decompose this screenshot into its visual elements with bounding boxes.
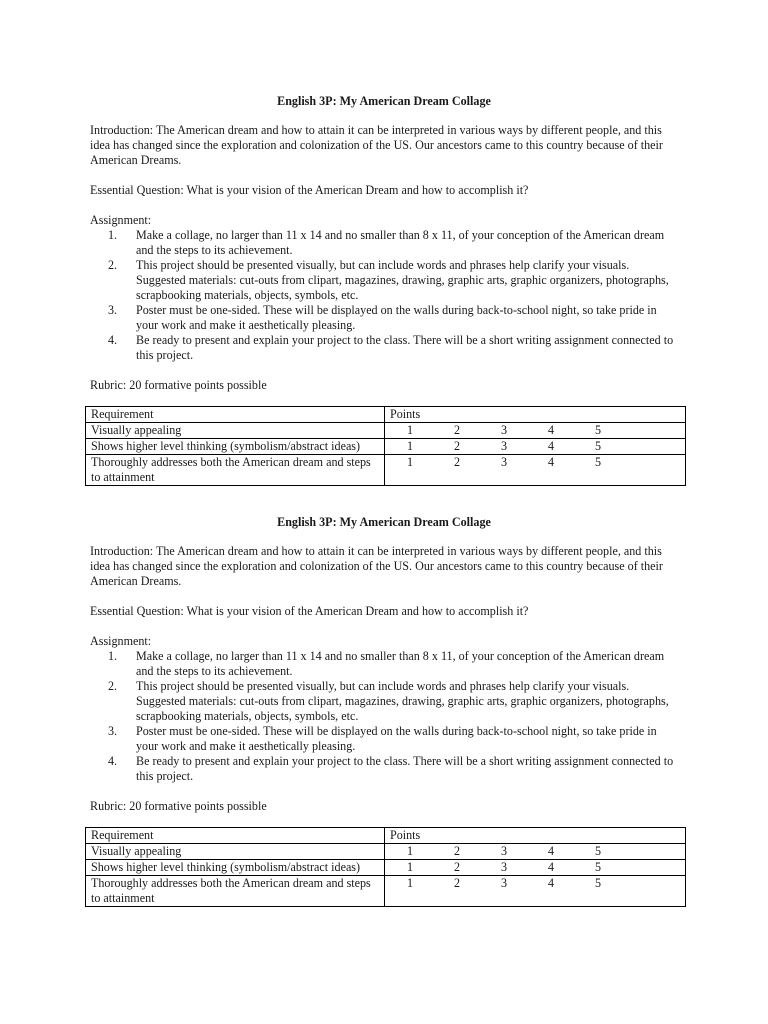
- essential-question: Essential Question: What is your vision of the American Dream and how to accomplish it?: [90, 183, 529, 197]
- step-text: This project should be presented visually, but can include words and phrases help clarify your visuals. Suggested materials: cut-outs from clipart, magazines, drawing, graphic arts, graphic organizers, photographs, scrapbooking materials, objects, symbols, etc.: [136, 258, 669, 302]
- table-row: [86, 876, 686, 907]
- point-value: 2: [454, 423, 461, 437]
- requirement-cell: Visually appealing: [86, 844, 385, 860]
- step-number: 2.: [108, 258, 118, 272]
- requirement-cell: Shows higher level thinking (symbolism/abstract ideas): [86, 860, 385, 876]
- point-value: 2: [454, 439, 461, 453]
- point-value: 4: [548, 844, 555, 858]
- point-value: 2: [454, 876, 461, 890]
- list-item: [108, 724, 680, 754]
- requirement-cell: Visually appealing: [86, 423, 385, 439]
- rubric-table: [85, 827, 686, 907]
- requirement-cell: Thoroughly addresses both the American dream and steps to attainment: [86, 876, 385, 907]
- point-value: 1: [407, 860, 414, 874]
- step-number: 3.: [108, 303, 118, 317]
- point-value: 1: [407, 844, 414, 858]
- assignment-steps-list: [108, 228, 680, 363]
- step-text: This project should be presented visually, but can include words and phrases help clarify your visuals. Suggested materials: cut-outs from clipart, magazines, drawing, graphic arts, graphic organizers, photographs, scrapbooking materials, objects, symbols, etc.: [136, 679, 669, 723]
- point-value: 1: [407, 876, 414, 890]
- table-row: [86, 844, 686, 860]
- header-requirement: Requirement: [86, 828, 385, 844]
- list-item: [108, 679, 680, 724]
- point-value: 5: [595, 439, 602, 453]
- rubric-label: Rubric: 20 formative points possible: [90, 799, 267, 813]
- step-number: 4.: [108, 754, 118, 768]
- point-value: 1: [407, 439, 414, 453]
- point-value: 2: [454, 844, 461, 858]
- requirement-cell: Thoroughly addresses both the American dream and steps to attainment: [86, 455, 385, 486]
- handout-title: English 3P: My American Dream Collage: [277, 515, 491, 529]
- requirement-cell: Shows higher level thinking (symbolism/abstract ideas): [86, 439, 385, 455]
- point-value: 4: [548, 876, 555, 890]
- step-text: Poster must be one-sided. These will be displayed on the walls during back-to-school night, so take pride in your work and make it aesthetically pleasing.: [136, 724, 657, 753]
- list-item: [108, 258, 680, 303]
- table-header-row: [86, 407, 686, 423]
- header-points: Points: [385, 828, 686, 844]
- point-value: 3: [501, 455, 508, 469]
- rubric-label: Rubric: 20 formative points possible: [90, 378, 267, 392]
- points-cell: [385, 844, 686, 860]
- step-text: Be ready to present and explain your project to the class. There will be a short writing assignment connected to this project.: [136, 754, 674, 783]
- assignment-label: Assignment:: [90, 213, 152, 227]
- essential-question: Essential Question: What is your vision of the American Dream and how to accomplish it?: [90, 604, 529, 618]
- point-value: 3: [501, 439, 508, 453]
- handout-title: English 3P: My American Dream Collage: [277, 94, 491, 108]
- step-text: Poster must be one-sided. These will be displayed on the walls during back-to-school night, so take pride in your work and make it aesthetically pleasing.: [136, 303, 657, 332]
- step-number: 1.: [108, 649, 118, 663]
- step-number: 1.: [108, 228, 118, 242]
- step-text: Make a collage, no larger than 11 x 14 and no smaller than 8 x 11, of your conception of the American dream and the steps to its achievement.: [136, 649, 665, 678]
- table-row: [86, 423, 686, 439]
- header-points: Points: [385, 407, 686, 423]
- points-cell: [385, 876, 686, 907]
- header-requirement: Requirement: [86, 407, 385, 423]
- step-number: 3.: [108, 724, 118, 738]
- step-text: Make a collage, no larger than 11 x 14 and no smaller than 8 x 11, of your conception of the American dream and the steps to its achievement.: [136, 228, 665, 257]
- point-value: 3: [501, 876, 508, 890]
- points-cell: [385, 455, 686, 486]
- table-row: [86, 860, 686, 876]
- point-value: 5: [595, 844, 602, 858]
- list-item: [108, 228, 680, 258]
- table-header-row: [86, 828, 686, 844]
- points-cell: [385, 439, 686, 455]
- point-value: 1: [407, 423, 414, 437]
- list-item: [108, 333, 680, 363]
- points-cell: [385, 423, 686, 439]
- table-row: [86, 455, 686, 486]
- table-row: [86, 439, 686, 455]
- list-item: [108, 303, 680, 333]
- assignment-label: Assignment:: [90, 634, 152, 648]
- point-value: 3: [501, 844, 508, 858]
- step-text: Be ready to present and explain your project to the class. There will be a short writing assignment connected to this project.: [136, 333, 674, 362]
- point-value: 4: [548, 439, 555, 453]
- step-number: 2.: [108, 679, 118, 693]
- rubric-table: [85, 406, 686, 486]
- point-value: 3: [501, 860, 508, 874]
- step-number: 4.: [108, 333, 118, 347]
- points-cell: [385, 860, 686, 876]
- point-value: 5: [595, 423, 602, 437]
- point-value: 1: [407, 455, 414, 469]
- assignment-steps-list: [108, 649, 680, 784]
- point-value: 5: [595, 860, 602, 874]
- point-value: 4: [548, 860, 555, 874]
- point-value: 4: [548, 455, 555, 469]
- list-item: [108, 649, 680, 679]
- point-value: 5: [595, 455, 602, 469]
- point-value: 3: [501, 423, 508, 437]
- introduction-paragraph: Introduction: The American dream and how to attain it can be interpreted in various ways by different people, and this idea has changed since the exploration and colonization of the US. Our ancestors came to this country because of their American Dreams.: [90, 544, 663, 588]
- point-value: 4: [548, 423, 555, 437]
- point-value: 5: [595, 876, 602, 890]
- point-value: 2: [454, 860, 461, 874]
- introduction-paragraph: Introduction: The American dream and how to attain it can be interpreted in various ways by different people, and this idea has changed since the exploration and colonization of the US. Our ancestors came to this country because of their American Dreams.: [90, 123, 663, 167]
- point-value: 2: [454, 455, 461, 469]
- list-item: [108, 754, 680, 784]
